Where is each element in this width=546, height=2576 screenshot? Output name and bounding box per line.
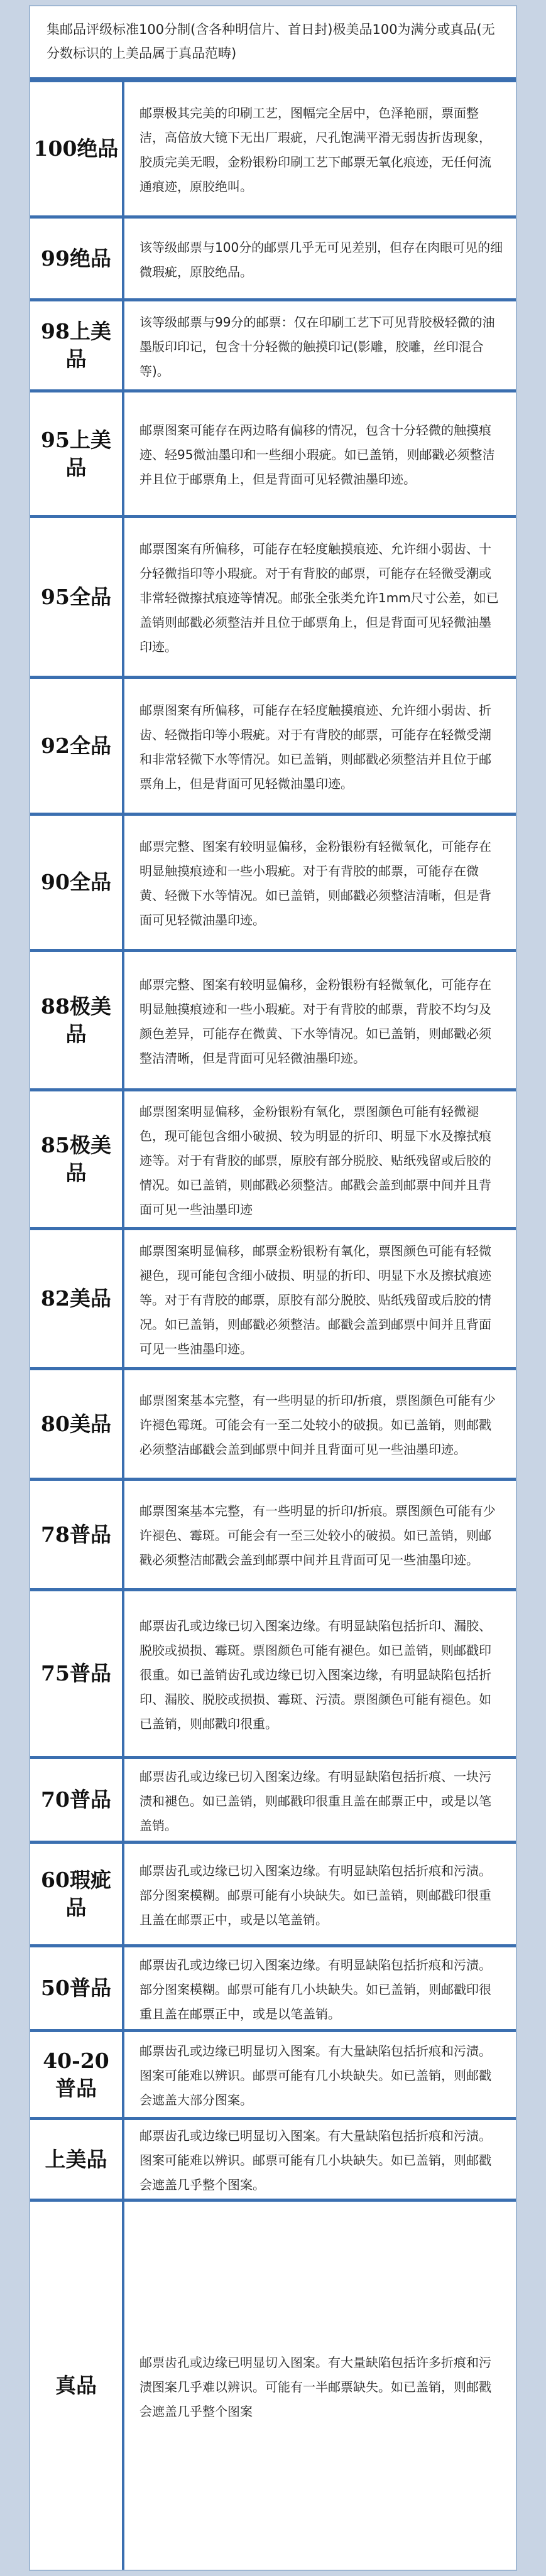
grade-row <box>30 1227 516 1367</box>
grade-row <box>30 79 516 215</box>
grade-label: 78普品 <box>30 1481 124 1588</box>
grade-description: 邮票齿孔或边缘已切入图案边缘。有明显缺陷包括折印、漏胶、脱胶或损损、霉斑。票图颜色可能有褪色。如已盖销，则邮戳印很重。如已盖销齿孔或边缘已切入图案边缘，有明显缺陷包括折印、漏胶、脱胶或损损、霉斑、污渍。票图颜色可能有褪色。如已盖销，则邮戳印很重。 <box>139 1618 491 1731</box>
grade-label: 92全品 <box>30 679 124 813</box>
grade-description: 邮票极其完美的印刷工艺，图幅完全居中，色泽艳丽，票面整洁，高倍放大镜下无出厂瑕疵，尺孔饱满平滑无弱齿折齿现象，胶质完美无暇，金粉银粉印刷工艺下邮票无氧化痕迹，无任何流通痕迹，原胶绝叫。 <box>139 106 491 194</box>
grade-description: 邮票齿孔或边缘已切入图案边缘。有明显缺陷包括折痕和污渍。部分图案模糊。邮票可能有几小块缺失。如已盖销，则邮戳印很重且盖在邮票正中，或是以笔盖销。 <box>139 1957 491 2021</box>
grade-row <box>30 1367 516 1478</box>
grade-row <box>30 676 516 813</box>
grade-row <box>30 2117 516 2199</box>
grade-description: 邮票图案基本完整，有一些明显的折印/折痕。票图颜色可能有少许褪色、霉斑。可能会有一至三处较小的破损。如已盖销，则邮戳必须整洁邮戳会盖到邮票中间并且背面可见一些油墨印迹。 <box>139 1503 496 1567</box>
grade-row <box>30 1478 516 1588</box>
grade-description: 邮票完整、图案有较明显偏移，金粉银粉有轻微氧化，可能存在明显触摸痕迹和一些小瑕疵。对于有背胶的邮票，可能存在微黄、轻微下水等情况。如已盖销，则邮戳必须整洁清晰，但是背面可见轻微油墨印迹。 <box>139 839 491 928</box>
grade-row <box>30 2199 516 2570</box>
grade-label: 50普品 <box>30 1947 124 2029</box>
grade-row <box>30 1841 516 1944</box>
intro-note: 集邮品评级标准100分制(含各种明信片、首日封)极美品100为满分或真品(无分数标识的上美品属于真品范畴) <box>30 6 516 79</box>
grade-row <box>30 389 516 515</box>
grade-description: 邮票图案明显偏移，金粉银粉有氧化，票图颜色可能有轻微褪色，现可能包含细小破损、较为明显的折印、明显下水及擦拭痕迹等。对于有背胶的邮票，原胶有部分脱胶、贴纸残留或后胶的情况。如已盖销，则邮戳必须整洁。邮戳会盖到邮票中间并且背面可见一些油墨印迹 <box>139 1103 491 1217</box>
grade-label: 80美品 <box>30 1370 124 1478</box>
grade-row <box>30 515 516 676</box>
grade-row <box>30 215 516 298</box>
grade-row <box>30 298 516 389</box>
grade-row <box>30 949 516 1088</box>
grade-description: 邮票齿孔或边缘已明显切入图案。有大量缺陷包括折痕和污渍。图案可能难以辨识。邮票可能有几小块缺失。如已盖销，则邮戳会遮盖几乎整个图案。 <box>139 2128 491 2192</box>
grade-label: 100绝品 <box>30 82 124 215</box>
grade-description: 该等级邮票与99分的邮票：仅在印刷工艺下可见背胶极轻微的油墨版印印记，包含十分轻微的触摸印记(影雕，胶雕，丝印混合等)。 <box>139 314 495 379</box>
grade-description: 邮票齿孔或边缘已切入图案边缘。有明显缺陷包括折痕和污渍。部分图案模糊。邮票可能有小块缺失。如已盖销，则邮戳印很重且盖在邮票正中，或是以笔盖销。 <box>139 1863 491 1927</box>
grade-label: 70普品 <box>30 1759 124 1841</box>
grade-row <box>30 2029 516 2117</box>
grade-row <box>30 1944 516 2029</box>
grade-description: 邮票完整、图案有较明显偏移，金粉银粉有轻微氧化，可能存在明显触摸痕迹和一些小瑕疵。对于有背胶的邮票，背胶不均匀及颜色差异，可能存在微黄、下水等情况。如已盖销，则邮戳必须整洁清晰，但是背面可见轻微油墨印迹。 <box>139 977 491 1066</box>
grade-row <box>30 813 516 949</box>
grade-description: 邮票图案可能存在两边略有偏移的情况，包含十分轻微的触摸痕迹、轻95微油墨印和一些细小瑕疵。如已盖销，则邮戳必须整洁并且位于邮票角上，但是背面可见轻微油墨印迹。 <box>139 423 495 487</box>
grading-table <box>29 5 517 2571</box>
grade-description: 邮票图案明显偏移，邮票金粉银粉有氧化，票图颜色可能有轻微褪色，现可能包含细小破损、明显的折印、明显下水及擦拭痕迹等。对于有背胶的邮票，原胶有部分脱胶、贴纸残留或后胶的情况。如已盖销，则邮戳必须整洁。邮戳会盖到邮票中间并且背面可见一些油墨印迹。 <box>139 1243 491 1356</box>
grade-label: 88极美品 <box>30 952 124 1088</box>
grade-label: 上美品 <box>30 2120 124 2199</box>
grade-label: 82美品 <box>30 1230 124 1367</box>
grade-description: 邮票图案基本完整，有一些明显的折印/折痕，票图颜色可能有少许褪色霉斑。可能会有一至二处较小的破损。如已盖销，则邮戳必须整洁邮戳会盖到邮票中间并且背面可见一些油墨印迹。 <box>139 1393 496 1457</box>
grade-row <box>30 1588 516 1756</box>
grade-label: 85极美品 <box>30 1091 124 1227</box>
grade-description: 邮票齿孔或边缘已明显切入图案。有大量缺陷包括折痕和污渍。图案可能难以辨识。邮票可能有几小块缺失。如已盖销，则邮戳会遮盖大部分图案。 <box>139 2043 491 2108</box>
grade-row <box>30 1756 516 1841</box>
grade-row <box>30 1088 516 1227</box>
grade-description: 该等级邮票与100分的邮票几乎无可见差别，但存在肉眼可见的细微瑕疵，原胶绝品。 <box>139 239 503 279</box>
grade-label: 95全品 <box>30 518 124 676</box>
grade-description: 邮票图案有所偏移，可能存在轻度触摸痕迹、允许细小弱齿、十分轻微指印等小瑕疵。对于有背胶的邮票，可能存在轻微受潮或非常轻微擦拭痕迹等情况。邮张全张类允许1mm尺寸公差，如已盖销则邮戳必须整洁并且位于邮票角上，但是背面可见轻微油墨印迹。 <box>139 541 499 654</box>
grade-label: 40-20普品 <box>30 2032 124 2117</box>
grade-description: 邮票齿孔或边缘已明显切入图案。有大量缺陷包括许多折痕和污渍图案几乎难以辨识。可能有一半邮票缺失。如已盖销，则邮戳会遮盖几乎整个图案 <box>139 2354 491 2419</box>
grade-description: 邮票齿孔或边缘已切入图案边缘。有明显缺陷包括折痕、一块污渍和褪色。如已盖销，则邮戳印很重且盖在邮票正中，或是以笔盖销。 <box>139 1768 491 1833</box>
grade-label: 98上美品 <box>30 301 124 389</box>
grade-label: 99绝品 <box>30 219 124 298</box>
grade-label: 90全品 <box>30 816 124 949</box>
grade-label: 真品 <box>30 2202 124 2570</box>
grade-label: 95上美品 <box>30 392 124 515</box>
grade-description: 邮票图案有所偏移，可能存在轻度触摸痕迹、允许细小弱齿、折齿、轻微指印等小瑕疵。对于有背胶的邮票，可能存在轻微受潮和非常轻微下水等情况。如已盖销，则邮戳必须整洁并且位于邮票角上，但是背面可见轻微油墨印迹。 <box>139 702 491 791</box>
grade-label: 60瑕疵品 <box>30 1844 124 1944</box>
grade-label: 75普品 <box>30 1591 124 1756</box>
